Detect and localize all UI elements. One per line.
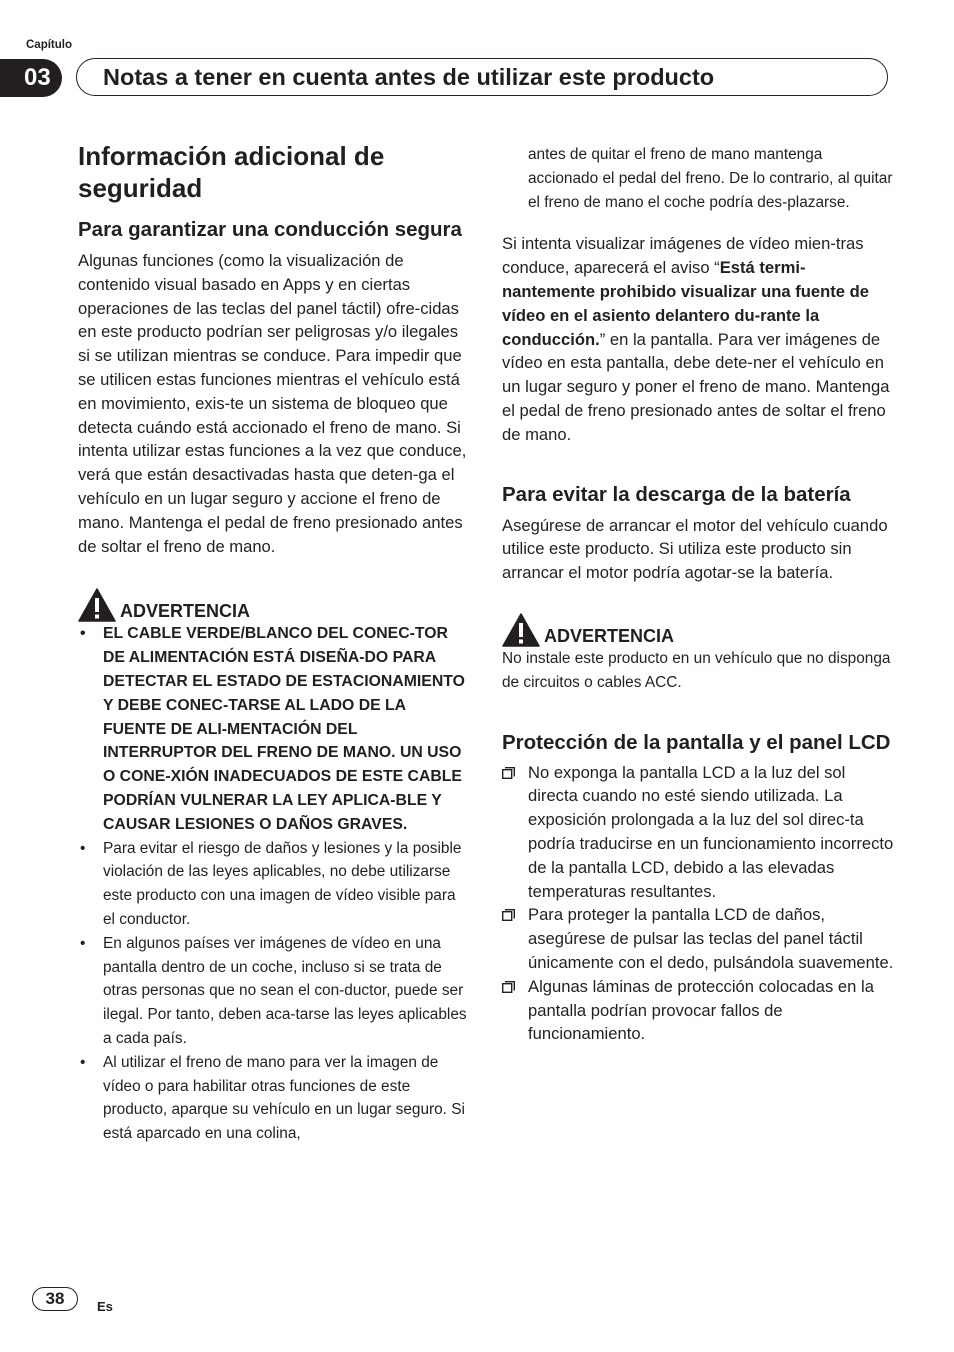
video-text-after: ” en la pantalla. Para ver imágenes de vídeo en esta pantalla, debe dete-ner el vehículo en un lugar seguro y poner el freno de mano. Mantenga el pedal de freno presionado antes de soltar el freno de mano. (502, 329, 890, 444)
chapter-title: Notas a tener en cuenta antes de utilizar este producto (76, 58, 888, 96)
video-warning-paragraph (502, 232, 894, 446)
warning-list (78, 622, 468, 1146)
lcd-item-text: No exponga la pantalla LCD a la luz del sol directa cuando no esté siendo utilizada. La exposición prolongada a la luz del sol direc-ta podría traducirse en un funcionamiento incorrecto de la pantalla LCD, debido a las elevadas temperaturas resultantes. (528, 762, 894, 901)
page-number: 38 (32, 1287, 78, 1311)
list-item: • Al utilizar el freno de mano para ver la imagen de vídeo o para habilitar otras funciones de este producto, aparque su vehículo en un lugar seguro. Si está aparcado en una colina, (78, 1051, 468, 1146)
warning-triangle-icon (502, 613, 540, 647)
chapter-label: Capítulo (26, 39, 72, 51)
list-item: • En algunos países ver imágenes de vídeo en una pantalla dentro de un coche, incluso si se trata de otras personas que no sean el con-ductor, puede ser ilegal. Por tanto, deben aca-tarse las leyes aplicables a cada país. (78, 932, 468, 1051)
section-heading: Información adicional de seguridad (78, 141, 385, 203)
warning-label: ADVERTENCIA (120, 601, 251, 622)
video-notice-text: Está termi-nantemente prohibido visualizar una fuente de vídeo en el asiento delantero du-rante la conducción. (502, 258, 869, 349)
warning-triangle-icon (78, 588, 116, 622)
subsection-heading-lcd: Protección de la pantalla y el panel LCD (502, 730, 891, 754)
left-column (78, 140, 468, 1146)
list-item (502, 903, 894, 974)
warning-header (78, 586, 468, 622)
subsection-heading-battery: Para evitar la descarga de la batería (502, 482, 851, 506)
lcd-list (502, 761, 894, 1047)
safe-driving-paragraph: Algunas funciones (como la visualización de contenido visual basado en Apps y en ciertas operaciones de las teclas del panel táctil) ofre-cidas en este producto podrían ser peligrosas y/o ilegales si se utilizan mientras se conduce. Para impedir que se utilicen estas funciones mientras el vehículo está en movimiento, exis-te un sistema de bloqueo que detecta cuándo está accionado el freno de mano. Si intenta utilizar estas funciones a la vez que conduce, verá que están desactivadas hasta que deten-ga el vehículo en un lugar seguro y accione el freno de mano. Mantenga el pedal de freno presionado antes de soltar el freno de mano. (78, 251, 467, 556)
list-item: • Para evitar el riesgo de daños y lesiones y la posible violación de las leyes aplicables, no debe utilizarse este producto con una imagen de vídeo visible para el conductor. (78, 837, 468, 932)
warning-label: ADVERTENCIA (544, 625, 675, 646)
checkbox-bullet-icon (502, 909, 515, 921)
lcd-item-text: Algunas láminas de protección colocadas en la pantalla podrían provocar fallos de funcionamiento. (528, 976, 874, 1044)
checkbox-bullet-icon (502, 767, 515, 779)
chapter-number-badge: 03 (0, 59, 62, 97)
subsection-heading-safe-driving: Para garantizar una conducción segura (78, 218, 462, 241)
list-item (502, 975, 894, 1046)
list-item: • EL CABLE VERDE/BLANCO DEL CONEC-TOR DE ALIMENTACIÓN ESTÁ DISEÑA-DO PARA DETECTAR EL ESTADO DE ESTACIONAMIENTO Y DEBE CONEC-TARSE AL LADO DE LA FUENTE DE ALI-MENTACIÓN DEL INTERRUPTOR DEL FRENO DE MANO. UN USO O CONE-XIÓN INADECUADOS DE ESTE CABLE PODRÍAN VULNERAR LA LEY APLICA-BLE Y CAUSAR LESIONES O DAÑOS GRAVES. (78, 622, 468, 836)
acc-warning-text: No instale este producto en un vehículo que no disponga de circuitos o cables ACC. (502, 649, 891, 691)
warning-header (502, 611, 894, 647)
right-column (502, 143, 894, 1046)
battery-paragraph: Asegúrese de arrancar el motor del vehículo cuando utilice este producto. Si utiliza este producto sin arrancar el motor podría agotar-se la batería. (502, 515, 888, 583)
continuation-text: antes de quitar el freno de mano mantenga accionado el pedal del freno. De lo contrario, al quitar el freno de mano el coche podría des-plazarse. (528, 146, 893, 211)
language-code: Es (97, 1299, 113, 1314)
list-item (502, 761, 894, 904)
video-text-before: Si intenta visualizar imágenes de vídeo mien-tras conduce, aparecerá el aviso “ (502, 234, 864, 278)
checkbox-bullet-icon (502, 981, 515, 993)
lcd-item-text: Para proteger la pantalla LCD de daños, asegúrese de pulsar las teclas del panel táctil únicamente con el dedo, pulsándola suavemente. (528, 905, 894, 972)
